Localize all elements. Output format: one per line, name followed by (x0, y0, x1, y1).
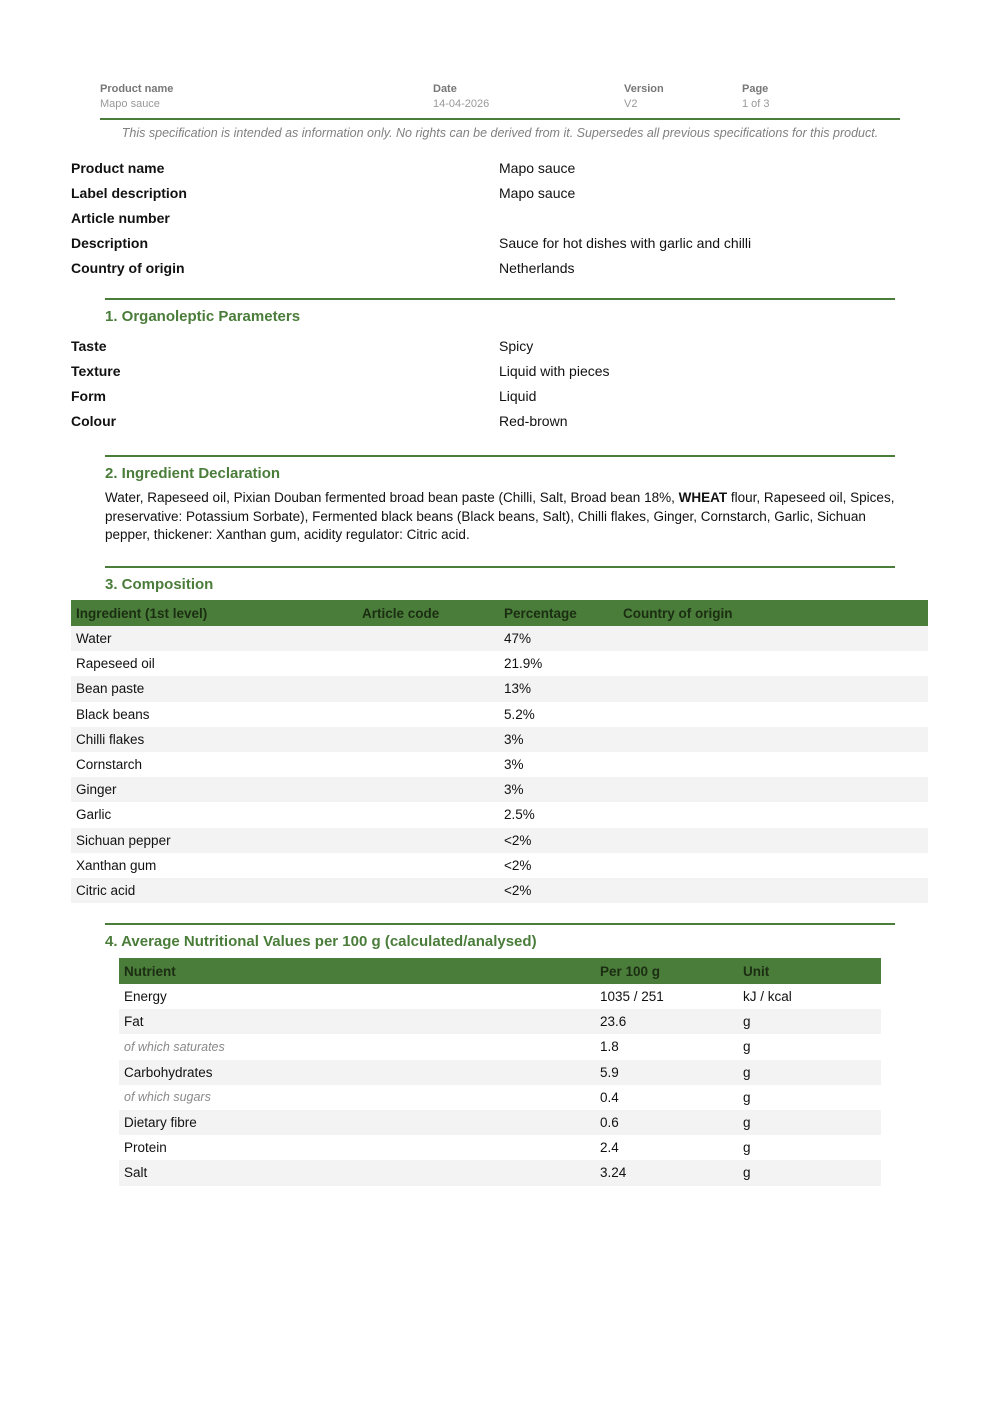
table-row (71, 752, 928, 777)
section-composition (105, 566, 895, 594)
table-row (119, 1135, 881, 1160)
header-date-value: 14-04-2026 (433, 98, 490, 110)
table-row (119, 1009, 881, 1034)
param-value: Red-brown (499, 413, 568, 429)
nutrition-nutrient-cell: of which saturates (124, 1039, 225, 1054)
general-info (71, 159, 931, 284)
general-label: Description (71, 235, 149, 251)
table-cell (618, 626, 928, 651)
general-row (71, 259, 931, 284)
section-title: 3. Composition (105, 576, 214, 593)
table-cell: 3% (499, 727, 618, 752)
table-cell: 13% (499, 676, 618, 701)
table-cell: <2% (499, 828, 618, 853)
header-page (742, 82, 770, 111)
general-label: Country of origin (71, 260, 185, 276)
nutrition-unit-cell: g (738, 1160, 881, 1185)
nutrition-value-cell: 1035 / 251 (600, 989, 664, 1005)
general-row (71, 209, 931, 234)
table-cell (357, 702, 499, 727)
table-cell: Rapeseed oil (76, 656, 155, 672)
table-row (119, 984, 881, 1009)
nutrition-unit-cell: g (743, 1140, 751, 1156)
param-label: Taste (71, 338, 107, 354)
table-cell: Water (71, 626, 357, 651)
column-header: Percentage (499, 600, 618, 626)
general-row (71, 184, 931, 209)
table-cell (357, 752, 499, 777)
nutrition-nutrient-cell: Dietary fibre (119, 1110, 595, 1135)
table-cell: Garlic (76, 807, 112, 823)
nutrition-nutrient-cell: Energy (124, 989, 167, 1005)
table-cell: 2.5% (504, 807, 535, 823)
column-header: Unit (738, 958, 881, 984)
general-label: Article number (71, 210, 170, 226)
disclaimer: This specification is intended as information only. No rights can be derived from it. Supersedes all previous specifications for this product. (121, 126, 879, 140)
organoleptic-row (71, 412, 931, 437)
general-value: Netherlands (499, 260, 575, 276)
table-cell (618, 702, 928, 727)
table-row (71, 802, 928, 827)
column-header: Per 100 g (595, 958, 738, 984)
general-label: Product name (71, 160, 165, 176)
nutrition-unit-cell: g (743, 1039, 751, 1055)
nutrition-value-cell: 1.8 (600, 1039, 619, 1055)
header-product-value: Mapo sauce (100, 98, 160, 110)
general-row (71, 234, 931, 259)
general-value: Mapo sauce (499, 185, 576, 201)
table-row (119, 1160, 881, 1185)
table-cell (357, 651, 499, 676)
nutrition-value-cell: 23.6 (595, 1009, 738, 1034)
column-header: Article code (357, 600, 499, 626)
organoleptic-row (71, 337, 931, 362)
header-product-label: Product name (100, 83, 174, 95)
header-version-value: V2 (624, 98, 638, 110)
table-cell (357, 727, 499, 752)
header-version-label: Version (624, 83, 664, 95)
ingredients-text-before: Water, Rapeseed oil, Pixian Douban fermented broad bean paste (Chilli, Salt, Broad bean 18%, (105, 490, 679, 505)
param-label: Form (71, 388, 106, 404)
table-cell (357, 777, 499, 802)
table-row (71, 828, 928, 853)
table-row (71, 626, 928, 651)
header-date-label: Date (433, 83, 457, 95)
param-value: Liquid (499, 388, 537, 404)
param-value: Spicy (499, 338, 534, 354)
nutrition-nutrient-cell: Protein (124, 1140, 167, 1156)
general-value: Mapo sauce (499, 160, 576, 176)
nutrition-value-cell: 0.6 (595, 1110, 738, 1135)
table-row (119, 1110, 881, 1135)
table-row (71, 676, 928, 701)
table-row (119, 1034, 881, 1059)
table-cell: <2% (499, 878, 618, 903)
table-cell (618, 828, 928, 853)
table-cell (618, 752, 928, 777)
table-cell (357, 802, 499, 827)
table-cell (618, 777, 928, 802)
table-cell: 3% (499, 777, 618, 802)
nutrition-value-cell: 3.24 (595, 1160, 738, 1185)
nutrition-unit-cell: g (738, 1110, 881, 1135)
param-value: Liquid with pieces (499, 363, 610, 379)
header-version (624, 82, 664, 111)
table-row (71, 853, 928, 878)
column-header: Nutrient (119, 958, 595, 984)
nutrition-rows (119, 984, 881, 1186)
section-title: 1. Organoleptic Parameters (105, 308, 301, 325)
general-row (71, 159, 931, 184)
table-cell: Cornstarch (76, 757, 143, 773)
nutrition-unit-cell: g (738, 1060, 881, 1085)
param-label: Colour (71, 413, 117, 429)
header-product (100, 82, 173, 111)
table-cell (618, 727, 928, 752)
table-row (71, 727, 928, 752)
param-label: Texture (71, 363, 121, 379)
table-row (71, 651, 928, 676)
table-cell: <2% (504, 857, 532, 873)
table-cell: Xanthan gum (76, 857, 157, 873)
column-header: Ingredient (1st level) (71, 600, 357, 626)
nutrition-unit-cell: kJ / kcal (743, 989, 792, 1005)
section-nutrition (105, 923, 895, 951)
ingredient-declaration (105, 489, 900, 545)
table-cell: Citric acid (71, 878, 357, 903)
organoleptic-params (71, 337, 931, 437)
nutrition-nutrient-cell: Salt (119, 1160, 595, 1185)
organoleptic-row (71, 362, 931, 387)
column-header: Country of origin (618, 600, 928, 626)
table-cell: 5.2% (504, 706, 535, 722)
header-date (433, 82, 489, 111)
table-row (71, 777, 928, 802)
table-cell (618, 676, 928, 701)
section-organoleptic (105, 298, 895, 326)
table-cell (618, 853, 928, 878)
table-cell: Ginger (71, 777, 357, 802)
composition-table (71, 600, 928, 903)
ingredients-text-after: flour, Rapeseed oil, Spices, preservative: Potassium Sorbate), Fermented black beans (Black beans, Salt), Chilli flakes, Ginger, Cornstarch, Garlic, Sichuan pepper, thickener: Xanthan gum, acidity regulator: Citric acid. (105, 490, 895, 542)
table-cell (618, 651, 928, 676)
nutrition-table (119, 958, 881, 1186)
organoleptic-row (71, 387, 931, 412)
composition-rows (71, 626, 928, 903)
nutrition-nutrient-cell: Carbohydrates (119, 1060, 595, 1085)
table-cell: Chilli flakes (71, 727, 357, 752)
table-cell (357, 676, 499, 701)
table-cell: Sichuan pepper (71, 828, 357, 853)
document-header (100, 82, 900, 120)
table-cell (357, 626, 499, 651)
table-cell (618, 802, 928, 827)
nutrition-unit-cell: g (738, 1009, 881, 1034)
general-label: Label description (71, 185, 187, 201)
table-row (71, 878, 928, 903)
section-title: 4. Average Nutritional Values per 100 g (calculated/analysed) (105, 933, 537, 950)
table-row (119, 1085, 881, 1110)
nutrition-value-cell: 5.9 (595, 1060, 738, 1085)
section-title: 2. Ingredient Declaration (105, 465, 281, 482)
table-cell: 3% (504, 757, 524, 773)
table-cell (357, 853, 499, 878)
table-cell (618, 878, 928, 903)
table-row (71, 702, 928, 727)
table-cell: Black beans (76, 706, 150, 722)
table-cell (357, 878, 499, 903)
allergen-highlight: WHEAT (678, 490, 728, 505)
table-cell: 21.9% (504, 656, 543, 672)
header-page-value: 1 of 3 (742, 98, 770, 110)
table-header-row (119, 958, 881, 984)
table-header-row (71, 600, 928, 626)
table-cell (357, 828, 499, 853)
table-row (119, 1060, 881, 1085)
nutrition-unit-cell: g (743, 1089, 751, 1105)
nutrition-value-cell: 0.4 (600, 1089, 619, 1105)
table-cell: Bean paste (71, 676, 357, 701)
nutrition-nutrient-cell: Fat (119, 1009, 595, 1034)
nutrition-nutrient-cell: of which sugars (124, 1090, 211, 1105)
table-cell: 47% (499, 626, 618, 651)
section-ingredients (105, 455, 895, 483)
header-page-label: Page (742, 83, 769, 95)
general-value: Sauce for hot dishes with garlic and chilli (499, 235, 752, 251)
nutrition-value-cell: 2.4 (600, 1140, 619, 1156)
